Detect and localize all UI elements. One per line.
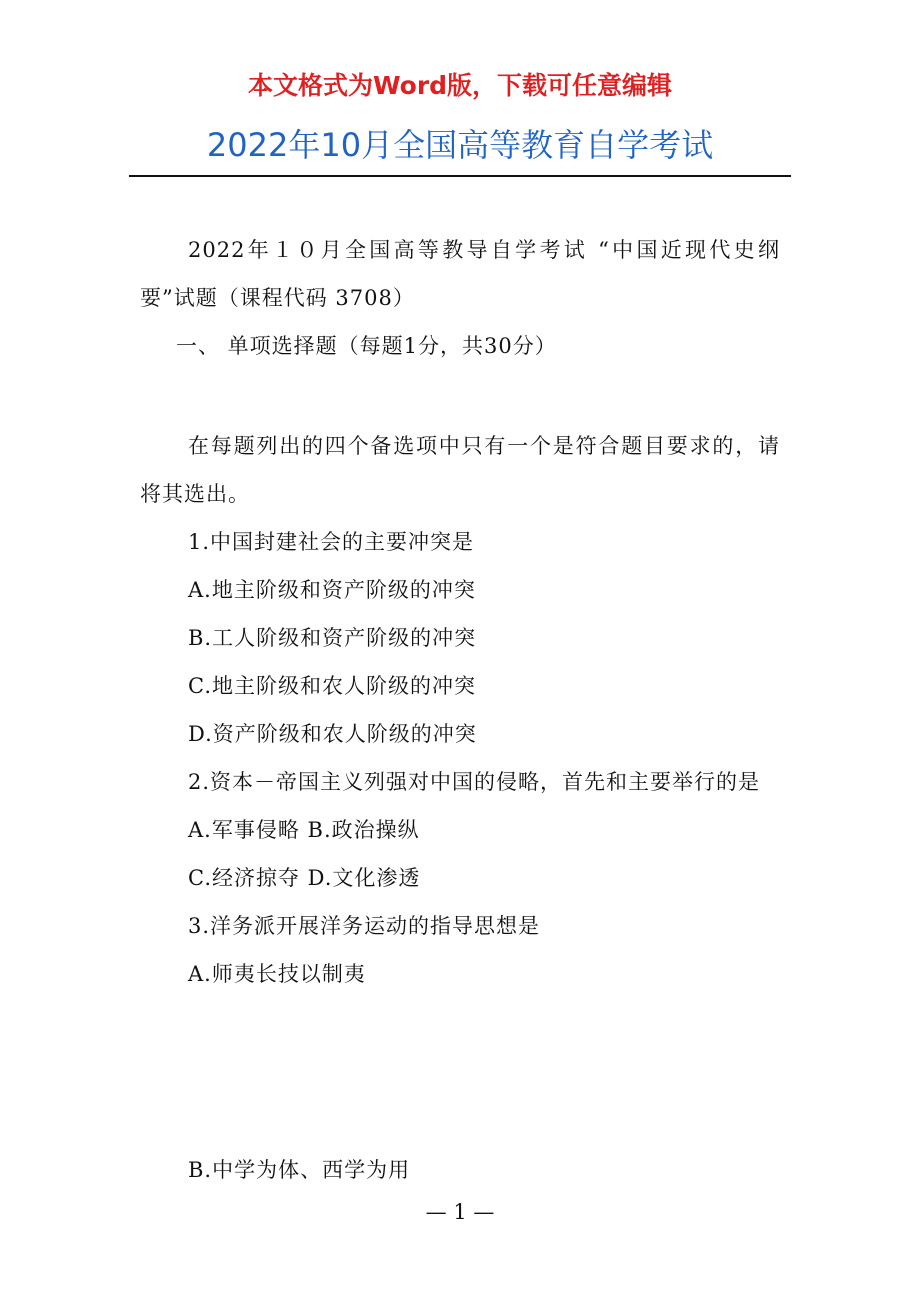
section-heading: 一、 单项选择题（每题1分，共30分）	[176, 334, 557, 358]
instruction-text: 在每题列出的四个备选项中只有一个是符合题目要求的，请将其选出。	[140, 434, 780, 506]
question-stem: 2.资本－帝国主义列强对中国的侵略，首先和主要举行的是	[188, 770, 761, 794]
answer-option: C.地主阶级和农人阶级的冲突	[188, 674, 476, 698]
answer-option: B.中学为体、西学为用	[188, 1158, 411, 1182]
page-title: 2022年10月全国高等教育自学考试	[206, 126, 714, 164]
title-rule	[129, 175, 791, 177]
document-body	[140, 226, 780, 370]
exam-intro: 2022年１０月全国高等教导自学考试 “中国近现代史纲要”试题（课程代码 3708）	[140, 238, 780, 310]
question-stem: 3.洋务派开展洋务运动的指导思想是	[188, 914, 541, 938]
page-number: — 1 —	[425, 1200, 495, 1224]
answer-option: B.工人阶级和资产阶级的冲突	[188, 626, 477, 650]
answer-option: A.军事侵略 B.政治操纵	[188, 818, 420, 842]
answer-option: C.经济掠夺 D.文化渗透	[188, 866, 421, 890]
answer-option: A.师夷长技以制夷	[188, 962, 366, 986]
question-stem: 1.中国封建社会的主要冲突是	[188, 530, 475, 554]
answer-option: A.地主阶级和资产阶级的冲突	[188, 578, 476, 602]
answer-option: D.资产阶级和农人阶级的冲突	[188, 722, 477, 746]
download-banner: 本文格式为Word版，下载可任意编辑	[247, 71, 673, 100]
question-continuation	[140, 1146, 780, 1194]
question-block	[140, 422, 780, 998]
